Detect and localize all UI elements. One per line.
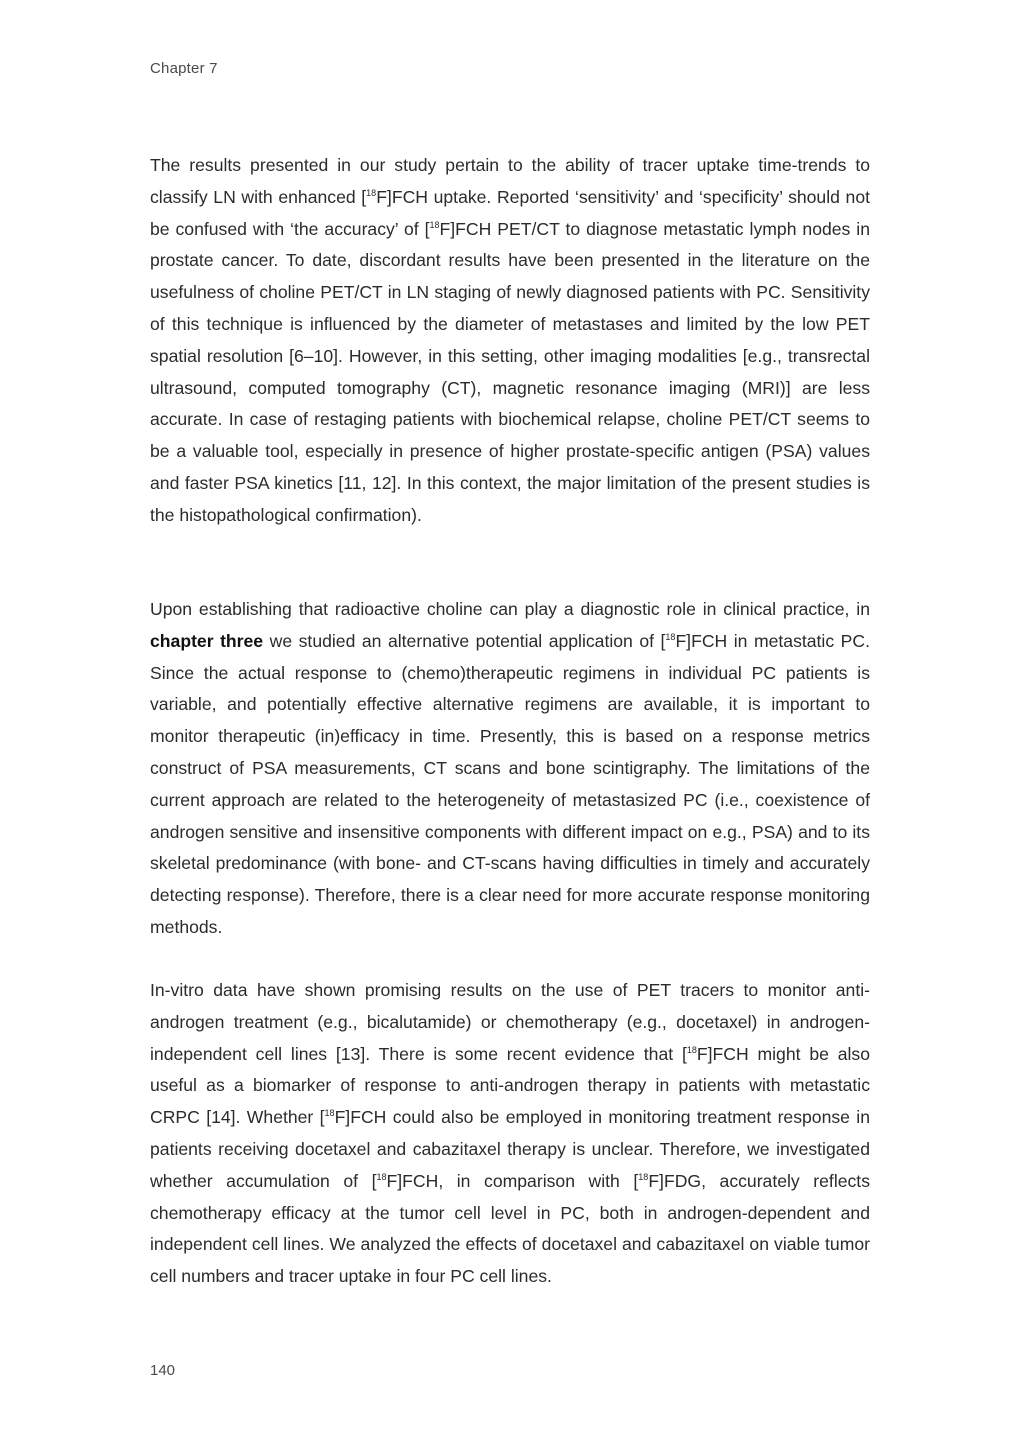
chapter-reference-emphasis: chapter three <box>150 630 264 651</box>
text-run: The results presented in our study pertain to the ability of tracer uptake time-trends to classify LN with enhanced [ <box>150 155 870 207</box>
isotope-superscript: 18 <box>686 1044 697 1055</box>
text-run: In-vitro data have shown promising results on the use of PET tracers to monitor anti-androgen treatment (e.g., bicalutamide) or chemotherapy (e.g., docetaxel) in androgen-independent cell lines [13]. There is some recent evidence that [ <box>150 980 870 1064</box>
paragraph-text <box>150 594 870 944</box>
running-head: Chapter 7 <box>150 60 218 77</box>
body-paragraph-1 <box>150 150 870 532</box>
text-run: F]FCH uptake. Reported ‘sensitivity’ and ‘specificity’ should not be confused with ‘the accuracy’ of [ <box>150 186 871 239</box>
text-run: F]FCH, in comparison with [ <box>386 1170 639 1191</box>
isotope-superscript: 18 <box>638 1171 649 1182</box>
isotope-superscript: 18 <box>376 1171 387 1182</box>
paragraph-text <box>150 150 870 532</box>
body-paragraph-2 <box>150 594 870 944</box>
isotope-superscript: 18 <box>324 1108 335 1119</box>
text-run: F]FCH in metastatic PC. Since the actual response to (chemo)therapeutic regimens in individual PC patients is variable, and potentially effective alternative regimens are available, it is important to monitor therapeutic (in)efficacy in time. Presently, this is based on a response metrics construct of PSA measurements, CT scans and bone scintigraphy. The limitations of the current approach are related to the heterogeneity of metastasized PC (i.e., coexistence of androgen sensitive and insensitive components with different impact on e.g., PSA) and to its skeletal predominance (with bone- and CT-scans having difficulties in timely and accurately detecting response). Therefore, there is a clear need for more accurate response monitoring methods. <box>150 630 870 937</box>
isotope-superscript: 18 <box>366 187 377 198</box>
paragraph-text <box>150 975 870 1293</box>
isotope-superscript: 18 <box>665 631 676 642</box>
text-run: F]FDG, accurately reflects chemotherapy efficacy at the tumor cell level in PC, both in androgen-dependent and independent cell lines. We analyzed the effects of docetaxel and cabazitaxel on viable tumor cell numbers and tracer uptake in four PC cell lines. <box>150 1170 870 1287</box>
body-paragraph-3 <box>150 975 870 1293</box>
page-number: 140 <box>150 1362 176 1379</box>
text-run: Upon establishing that radioactive choline can play a diagnostic role in clinical practice, in <box>150 599 870 619</box>
text-run: F]FCH might be also useful as a biomarker of response to anti-androgen therapy in patients with metastatic CRPC [14]. Whether [ <box>150 1043 870 1128</box>
text-run: we studied an alternative potential application of [ <box>263 630 666 651</box>
text-run: F]FCH PET/CT to diagnose metastatic lymph nodes in prostate cancer. To date, discordant results have been presented in the literature on the usefulness of choline PET/CT in LN staging of newly diagnosed patients with PC. Sensitivity of this technique is influenced by the diameter of metastases and limited by the low PET spatial resolution [6–10]. However, in this setting, other imaging modalities [e.g., transrectal ultrasound, computed tomography (CT), magnetic resonance imaging (MRI)] are less accurate. In case of restaging patients with biochemical relapse, choline PET/CT seems to be a valuable tool, especially in presence of higher prostate-specific antigen (PSA) values and faster PSA kinetics [11, 12]. In this context, the major limitation of the present studies is the histopathological confirmation). <box>150 218 870 525</box>
text-run: F]FCH could also be employed in monitoring treatment response in patients receiving docetaxel and cabazitaxel therapy is unclear. Therefore, we investigated whether accumulation of [ <box>150 1107 870 1191</box>
isotope-superscript: 18 <box>429 219 440 230</box>
